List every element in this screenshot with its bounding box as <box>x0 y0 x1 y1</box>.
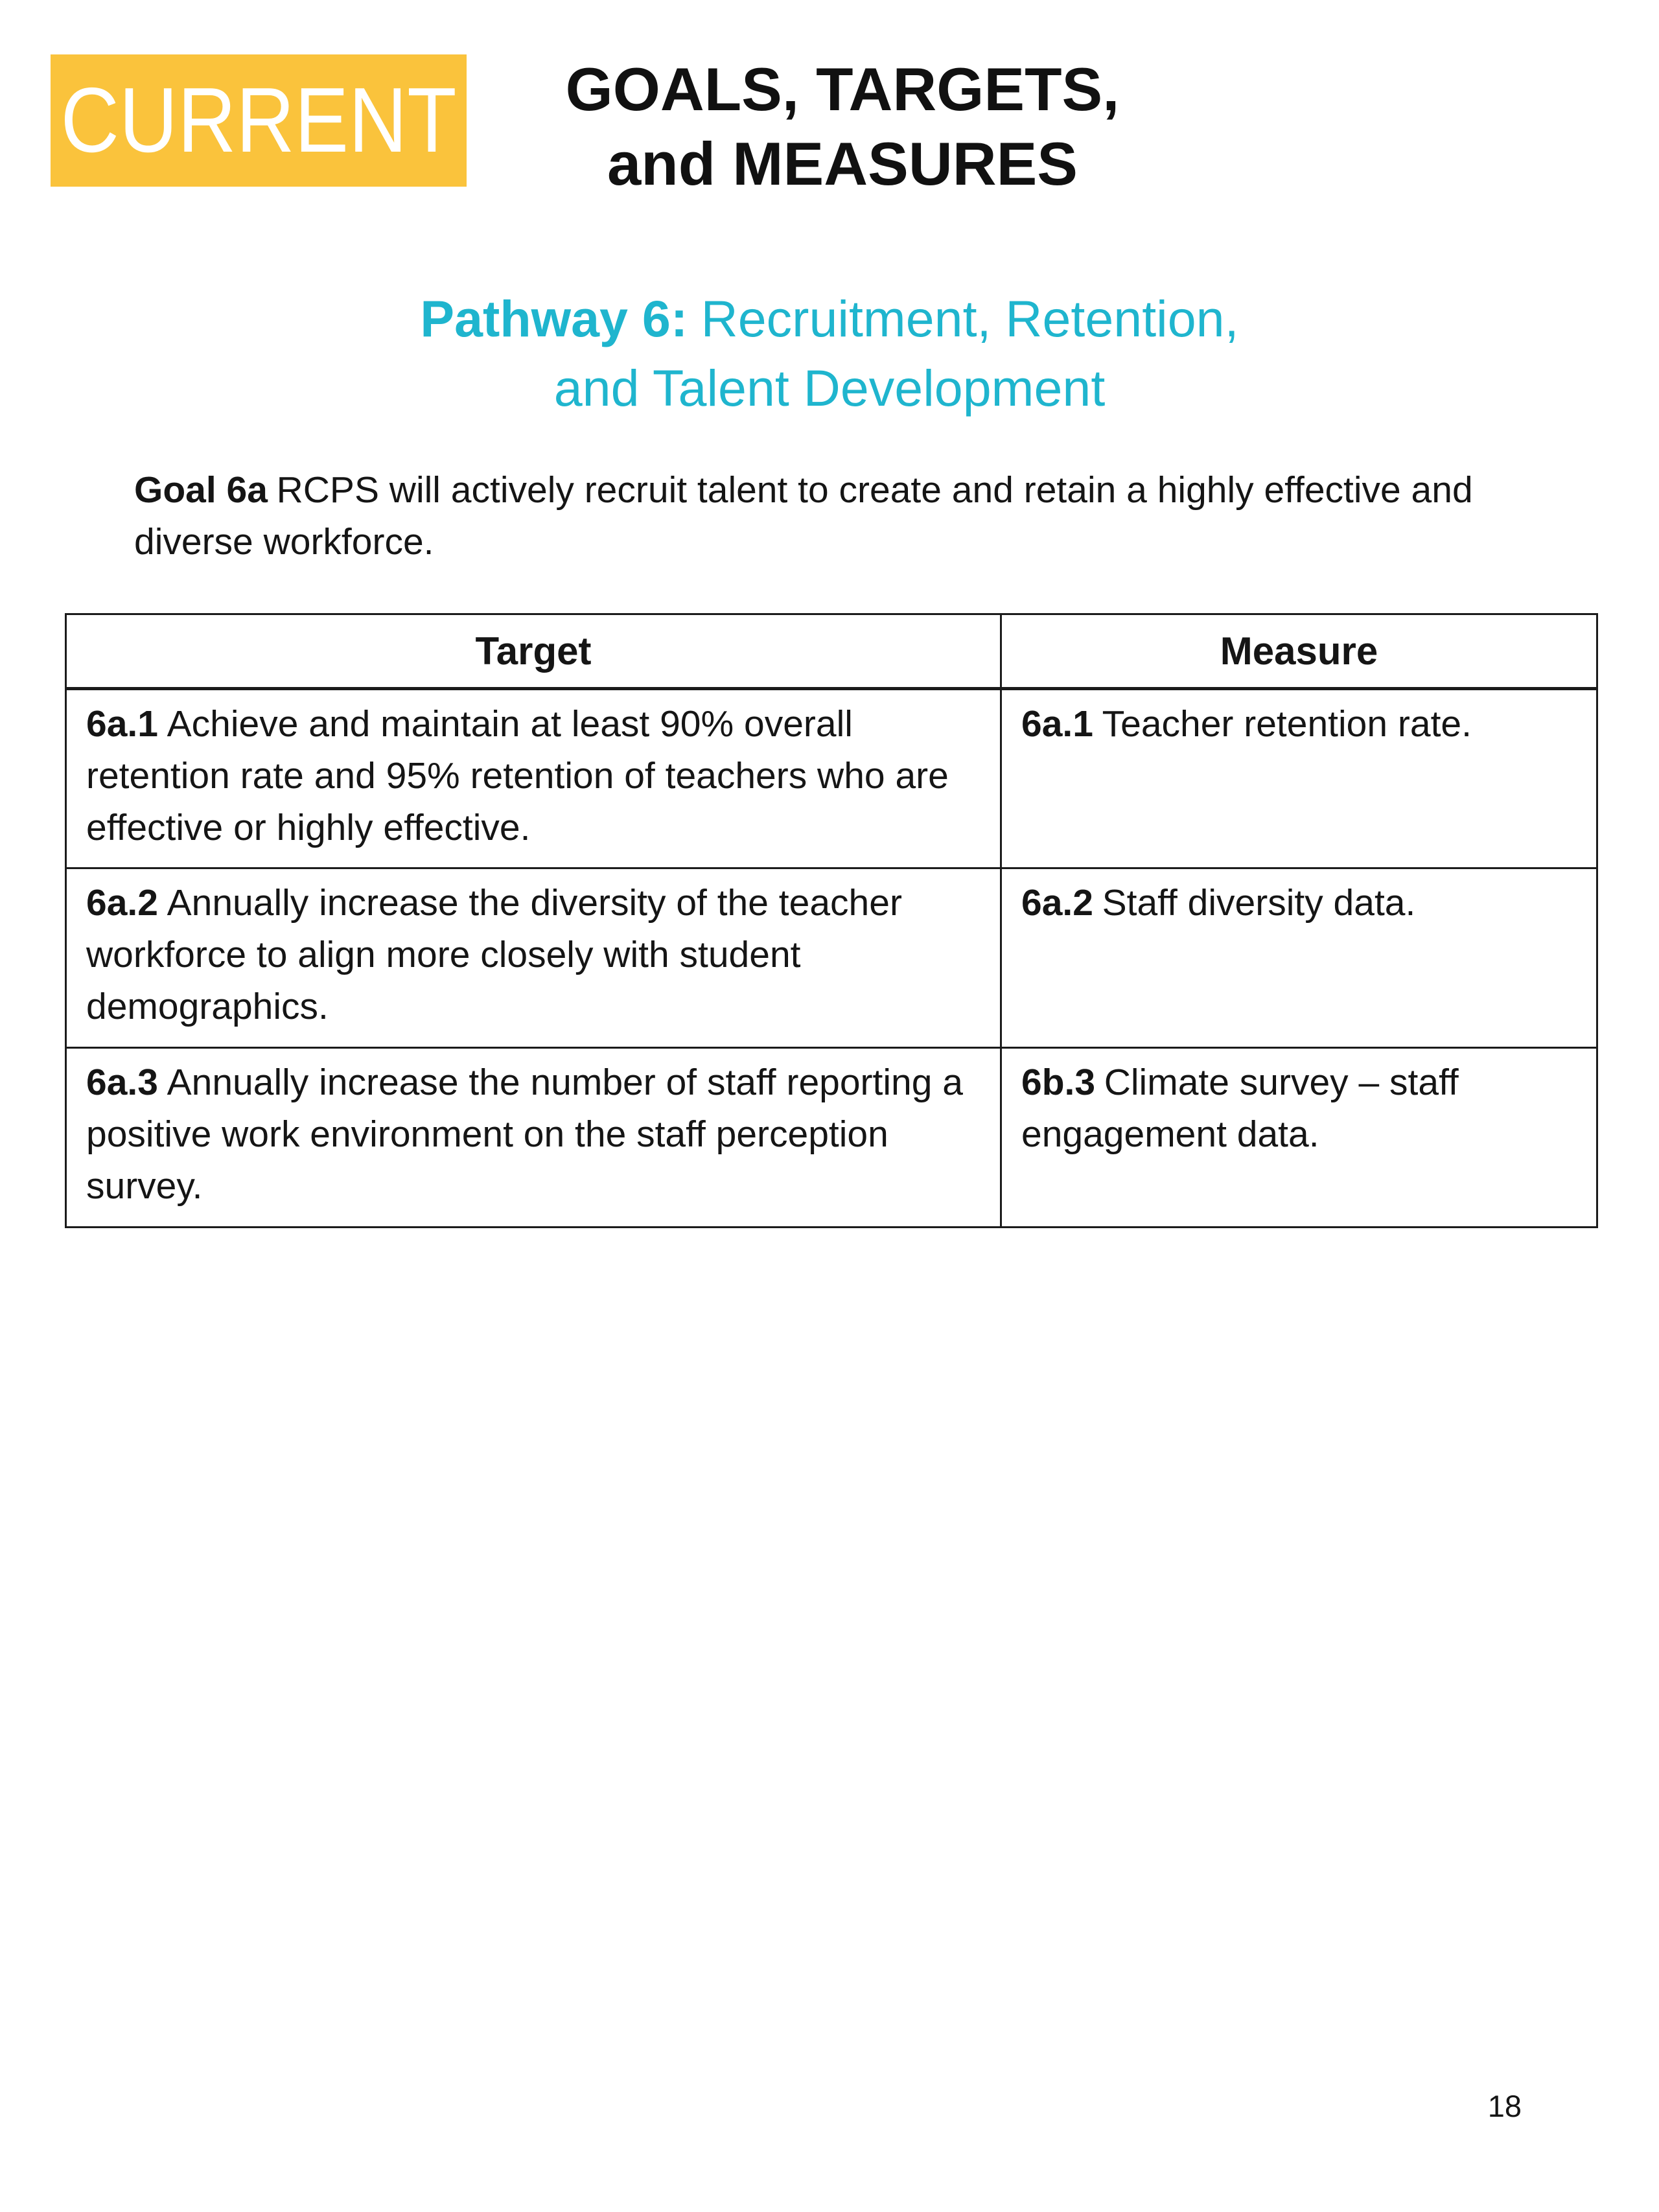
measure-item-text: Teacher retention rate. <box>1102 703 1472 745</box>
table-header-row <box>66 614 1597 689</box>
target-item-text: Annually increase the number of staff reporting a positive work environment on the staff perception survey. <box>86 1062 963 1207</box>
measure-cell <box>1001 868 1597 1048</box>
measure-item-number: 6b.3 <box>1021 1062 1096 1103</box>
goal-paragraph <box>134 464 1495 568</box>
current-badge-label: CURRENT <box>60 69 457 172</box>
measure-item-number: 6a.1 <box>1021 703 1093 745</box>
target-cell <box>66 1048 1001 1228</box>
measure-item-text: Climate survey – staff engagement data. <box>1021 1062 1459 1155</box>
page-title <box>493 52 1192 201</box>
pathway-heading <box>0 284 1659 423</box>
goal-text: RCPS will actively recruit talent to create and retain a highly effective and diverse workforce. <box>134 469 1473 563</box>
measure-item-number: 6a.2 <box>1021 882 1093 924</box>
page-title-line-2: and MEASURES <box>607 130 1078 198</box>
target-item-text: Annually increase the diversity of the teacher workforce to align more closely with student demographics. <box>86 882 902 1027</box>
measure-cell <box>1001 689 1597 868</box>
target-item-number: 6a.1 <box>86 703 158 745</box>
pathway-label: Pathway 6: <box>420 290 688 347</box>
target-cell <box>66 868 1001 1048</box>
measure-cell <box>1001 1048 1597 1228</box>
pathway-heading-line-1 <box>0 284 1659 353</box>
pathway-title-rest: Recruitment, Retention, <box>701 290 1239 347</box>
table-row <box>66 1048 1597 1228</box>
measure-item-text: Staff diversity data. <box>1102 882 1416 924</box>
measure-column-header: Measure <box>1001 614 1597 689</box>
table-row <box>66 689 1597 868</box>
current-badge <box>51 54 467 187</box>
target-column-header: Target <box>66 614 1001 689</box>
goals-table <box>65 613 1598 1228</box>
target-item-number: 6a.2 <box>86 882 158 924</box>
page-title-line-1: GOALS, TARGETS, <box>565 55 1120 123</box>
target-item-number: 6a.3 <box>86 1062 158 1103</box>
page-number: 18 <box>1487 2089 1522 2123</box>
goal-label: Goal 6a <box>134 469 268 511</box>
target-item-text: Achieve and maintain at least 90% overall retention rate and 95% retention of teachers who are effective or highly effective. <box>86 703 949 848</box>
table-row <box>66 868 1597 1048</box>
pathway-heading-line-2: and Talent Development <box>553 359 1106 417</box>
target-cell <box>66 689 1001 868</box>
